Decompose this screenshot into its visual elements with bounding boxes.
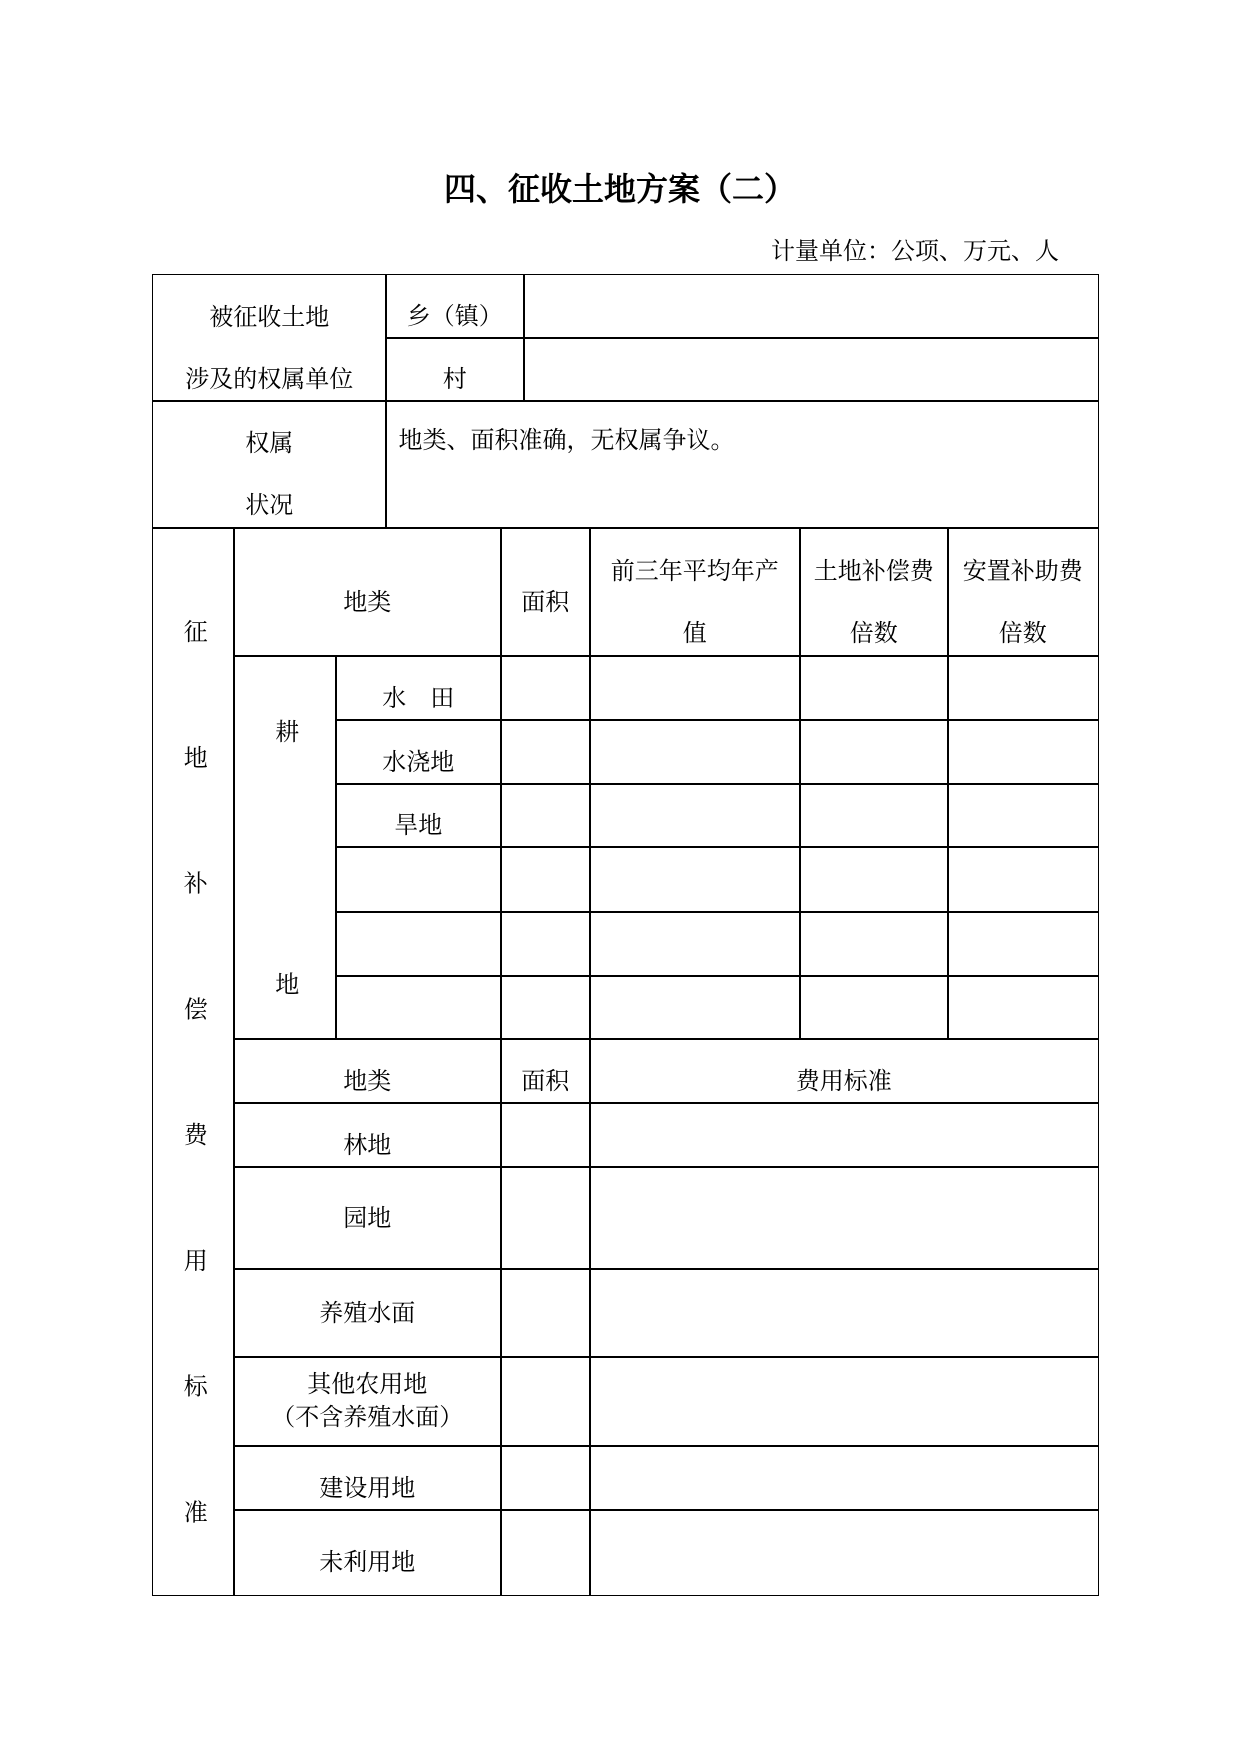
cultivated-row-4-land-compensation-multiple <box>799 846 949 913</box>
township-label: 乡（镇） <box>385 274 525 339</box>
other-row-1-land-type: 林地 <box>233 1102 502 1168</box>
other-row-6-land-type: 未利用地 <box>233 1509 502 1596</box>
other-row-5-land-type: 建设用地 <box>233 1445 502 1511</box>
owner-units-label-line: 被征收土地 <box>209 302 330 331</box>
other-row-3-land-type: 养殖水面 <box>233 1268 502 1358</box>
cultivated-row-6-area <box>500 975 591 1040</box>
other-row-5-fee-standard <box>589 1445 1099 1511</box>
cultivated-row-4-avg-annual-output <box>589 846 801 913</box>
cultivated-land-group-label: 耕地 <box>270 718 299 1224</box>
other-row-2-fee-standard <box>589 1166 1099 1270</box>
cultivated-row-2-land-compensation-multiple <box>799 719 949 785</box>
other-header-land-type: 地类 <box>233 1038 502 1104</box>
township-value-cell <box>523 274 1099 339</box>
cultivated-row-6-resettlement-subsidy-multiple <box>947 975 1099 1040</box>
cultivated-row-2-land-type: 水浇地 <box>335 719 502 785</box>
other-row-6-area <box>500 1509 591 1596</box>
cultivated-row-5-land-compensation-multiple <box>799 911 949 977</box>
ownership-status-label-line: 权属 <box>245 429 294 458</box>
other-row-4-land-type-line: 其他农用地 <box>307 1370 428 1399</box>
document-title: 四、征收土地方案（二） <box>443 170 796 208</box>
owner-units-label-line: 涉及的权属单位 <box>185 364 354 393</box>
cultivated-row-1-avg-annual-output <box>589 655 801 721</box>
cultivated-row-3-land-compensation-multiple <box>799 783 949 848</box>
land-acquisition-form-table <box>152 274 1099 1625</box>
cultivated-row-6-avg-annual-output <box>589 975 801 1040</box>
ownership-status-value: 地类、面积准确，无权属争议。 <box>385 400 1099 529</box>
header-land-compensation-multiple: 土地补偿费倍数 <box>813 556 934 647</box>
cultivated-row-2-resettlement-subsidy-multiple <box>947 719 1099 785</box>
other-row-4-land-type-line: （不含养殖水面） <box>271 1403 464 1432</box>
other-row-2-land-type: 园地 <box>233 1166 502 1270</box>
village-label: 村 <box>385 337 525 402</box>
other-row-4-fee-standard <box>589 1356 1099 1447</box>
cultivated-row-4-land-type <box>335 846 502 913</box>
cultivated-row-3-land-type: 旱地 <box>335 783 502 848</box>
other-header-area: 面积 <box>500 1038 591 1104</box>
header-avg-annual-output: 前三年平均年产值 <box>610 556 779 647</box>
cultivated-row-4-area <box>500 846 591 913</box>
header-resettlement-subsidy-multiple: 安置补助费倍数 <box>962 556 1083 647</box>
other-row-1-area <box>500 1102 591 1168</box>
header-land-compensation-multiple-cell <box>799 527 949 657</box>
cultivated-row-1-area <box>500 655 591 721</box>
cultivated-row-6-land-type <box>335 975 502 1040</box>
cultivated-row-5-land-type <box>335 911 502 977</box>
other-row-3-area <box>500 1268 591 1358</box>
other-row-5-area <box>500 1445 591 1511</box>
cultivated-row-3-resettlement-subsidy-multiple <box>947 783 1099 848</box>
cultivated-row-5-avg-annual-output <box>589 911 801 977</box>
cultivated-row-1-land-type: 水 田 <box>335 655 502 721</box>
ownership-status-label <box>152 400 387 529</box>
other-header-fee-standard: 费用标准 <box>589 1038 1099 1104</box>
measurement-units: 计量单位：公项、万元、人 <box>771 237 1059 265</box>
cultivated-row-2-avg-annual-output <box>589 719 801 785</box>
cultivated-row-1-land-compensation-multiple <box>799 655 949 721</box>
header-avg-annual-output-cell <box>589 527 801 657</box>
other-row-2-area <box>500 1166 591 1270</box>
cultivated-row-2-area <box>500 719 591 785</box>
cultivated-row-3-area <box>500 783 591 848</box>
cultivated-land-group-cell <box>233 655 337 1224</box>
other-row-1-fee-standard <box>589 1102 1099 1168</box>
compensation-standard-label: 征地补偿费用标准 <box>179 618 208 1625</box>
cultivated-row-5-area <box>500 911 591 977</box>
other-row-6-fee-standard <box>589 1509 1099 1596</box>
cultivated-row-4-resettlement-subsidy-multiple <box>947 846 1099 913</box>
cultivated-row-3-avg-annual-output <box>589 783 801 848</box>
header-resettlement-subsidy-multiple-cell <box>947 527 1099 657</box>
other-row-4-land-type <box>233 1356 502 1447</box>
header-area: 面积 <box>500 527 591 657</box>
header-land-type: 地类 <box>233 527 502 657</box>
cultivated-row-1-resettlement-subsidy-multiple <box>947 655 1099 721</box>
other-row-3-fee-standard <box>589 1268 1099 1358</box>
compensation-standard-label-cell <box>152 527 235 1625</box>
ownership-status-label-line: 状况 <box>245 491 294 520</box>
village-value-cell <box>523 337 1099 402</box>
other-row-4-area <box>500 1356 591 1447</box>
cultivated-row-5-resettlement-subsidy-multiple <box>947 911 1099 977</box>
owner-units-label <box>152 274 387 402</box>
cultivated-row-6-land-compensation-multiple <box>799 975 949 1040</box>
